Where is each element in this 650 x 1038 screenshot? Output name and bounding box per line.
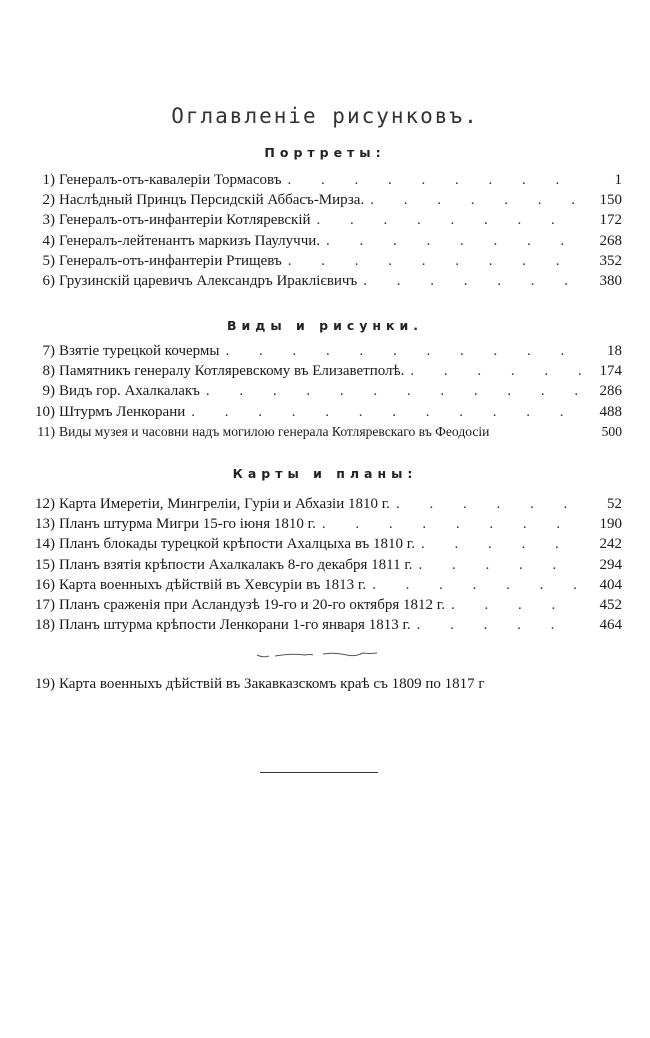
item-label: Карта военныхъ дѣйствій въ Закавказскомъ краѣ съ 1809 по 1817 г (59, 676, 485, 692)
section-heading-views: Виды и рисунки. (226, 318, 424, 333)
item-page: 294 (599, 556, 622, 573)
page-title: Оглавленіе рисунковъ. (171, 104, 479, 128)
item-number: 14) (35, 536, 55, 553)
dot-leader (419, 557, 582, 574)
list-item (22, 343, 622, 363)
item-number: 1) (42, 172, 55, 188)
dot-leader (287, 172, 582, 189)
dot-leader (451, 597, 582, 614)
item-number: 16) (35, 576, 55, 593)
item-number: 17) (35, 596, 55, 613)
section-heading-maps: Карты и планы: (232, 466, 418, 481)
item-label: Планъ блокады турецкой крѣпости Ахалцыха въ 1810 г. (59, 536, 416, 553)
item-number: 10) (35, 403, 55, 420)
final-list (22, 676, 622, 696)
item-label: Грузинскій царевичъ Александръ Ираклієвичъ (59, 272, 358, 289)
item-page: 172 (599, 212, 622, 229)
item-page: 286 (599, 383, 622, 400)
list-item (22, 273, 622, 293)
item-label: Штурмъ Ленкорани (59, 403, 186, 420)
section-heading-portraits: Портреты: (264, 145, 386, 160)
dot-leader (191, 404, 582, 421)
ornament-divider (255, 650, 385, 660)
list-item (22, 496, 622, 516)
item-number: 5) (42, 252, 55, 269)
item-page: 190 (599, 516, 622, 533)
list-item (22, 577, 622, 597)
list-item (22, 617, 622, 637)
list-item (22, 383, 622, 403)
item-number: 7) (42, 343, 55, 359)
item-page: 352 (599, 252, 622, 269)
item-label: Памятникъ генералу Котляревскому въ Елизаветполѣ. (59, 363, 405, 380)
item-label: Генералъ-отъ-кавалеріи Тормасовъ (59, 172, 282, 188)
item-page: 150 (599, 192, 622, 209)
item-number: 13) (35, 516, 55, 533)
dot-leader (372, 577, 582, 594)
item-page: 242 (599, 536, 622, 553)
dot-leader (206, 383, 582, 400)
dot-leader (317, 212, 582, 229)
dot-leader (226, 343, 583, 360)
item-page: 174 (599, 363, 622, 380)
dot-leader (410, 363, 582, 380)
dot-leader (370, 192, 582, 209)
list-item (22, 676, 622, 696)
section-list-views (22, 343, 622, 444)
item-page: 380 (599, 272, 622, 289)
item-page: 52 (607, 496, 622, 512)
item-number: 11) (37, 423, 55, 439)
item-label: Планъ взятія крѣпости Ахалкалакъ 8-го декабря 1811 г. (59, 556, 413, 573)
item-page: 488 (599, 403, 622, 420)
list-item (22, 557, 622, 577)
dot-leader (326, 233, 582, 250)
list-item (22, 192, 622, 212)
list-item (22, 404, 622, 424)
item-page: 268 (599, 232, 622, 249)
dot-leader (421, 536, 582, 553)
item-label: Карта Имеретіи, Мингреліи, Гуріи и Абхазіи 1810 г. (59, 496, 390, 512)
list-item (22, 516, 622, 536)
item-number: 12) (35, 496, 55, 512)
item-number: 2) (42, 192, 55, 209)
dot-leader (417, 617, 582, 634)
item-label: Взятіе турецкой кочермы (59, 343, 220, 359)
item-label: Генералъ-лейтенантъ маркизъ Паулуччи. (59, 232, 321, 249)
item-label: Виды музея и часовни надъ могилою генерала Котляревскаго въ Феодосіи (59, 423, 490, 439)
item-number: 19) (35, 676, 55, 692)
item-page: 1 (614, 172, 622, 188)
item-number: 6) (42, 272, 55, 289)
dot-leader (288, 253, 582, 270)
section-list-maps (22, 496, 622, 637)
dot-leader (363, 273, 582, 290)
item-label: Наслѣдный Принцъ Персидскій Аббасъ-Мирза. (59, 192, 365, 209)
section-list-portraits (22, 172, 622, 293)
item-number: 9) (42, 383, 55, 400)
item-number: 8) (42, 363, 55, 380)
item-number: 3) (42, 212, 55, 229)
item-label: Генералъ-отъ-инфантеріи Ртищевъ (59, 252, 282, 269)
end-rule (260, 772, 378, 773)
list-item (22, 363, 622, 383)
dot-leader (322, 516, 582, 533)
list-item (22, 597, 622, 617)
item-label: Планъ штурма крѣпости Ленкорани 1-го января 1813 г. (59, 617, 411, 634)
item-number: 4) (42, 232, 55, 249)
list-item (22, 172, 622, 192)
list-item (22, 233, 622, 253)
item-label: Планъ штурма Мигри 15-го іюня 1810 г. (59, 516, 316, 533)
item-page: 452 (599, 596, 622, 613)
list-item (22, 536, 622, 556)
item-page: 464 (599, 617, 622, 634)
list-item (22, 424, 622, 444)
item-page: 500 (601, 423, 622, 439)
item-page: 404 (599, 576, 622, 593)
item-page: 18 (607, 343, 622, 359)
list-item (22, 253, 622, 273)
item-number: 18) (35, 617, 55, 634)
list-item (22, 212, 622, 232)
item-label: Карта военныхъ дѣйствій въ Хевсуріи въ 1813 г. (59, 576, 367, 593)
item-label: Планъ сраженія при Асландузѣ 19-го и 20-го октября 1812 г. (59, 596, 445, 613)
dot-leader (396, 496, 582, 513)
item-label: Генералъ-отъ-инфантеріи Котляревскій (59, 212, 311, 229)
item-number: 15) (35, 556, 55, 573)
item-label: Видъ гор. Ахалкалакъ (59, 383, 200, 400)
